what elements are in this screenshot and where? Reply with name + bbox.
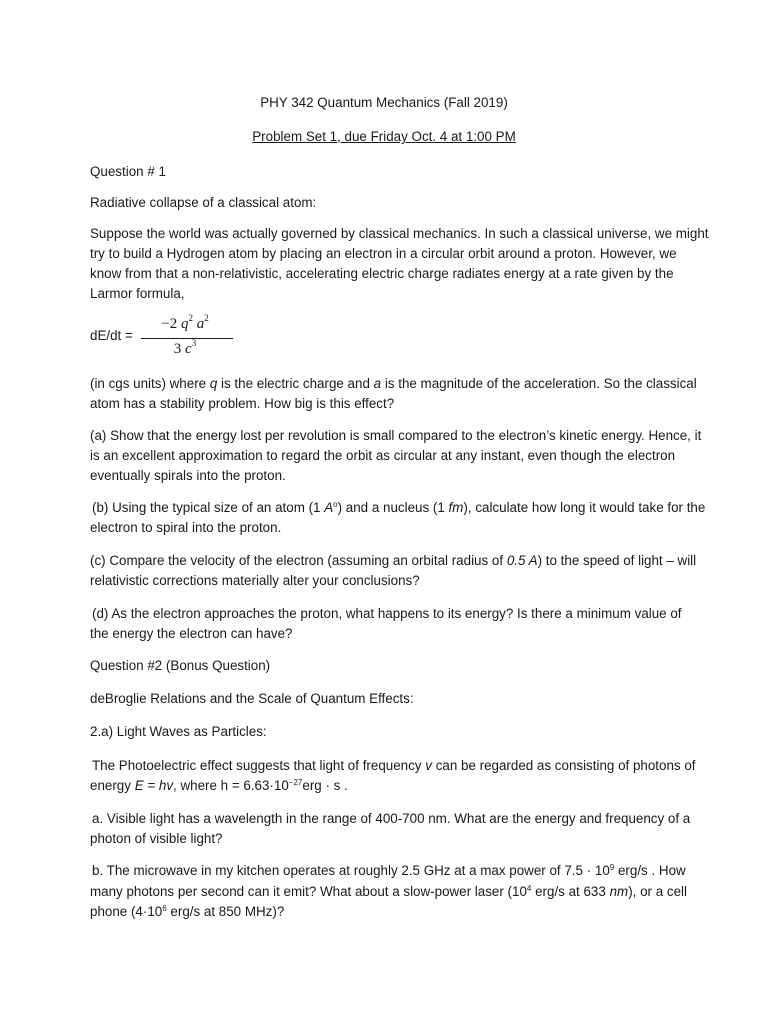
q1-title: Radiative collapse of a classical atom: (90, 195, 317, 210)
q1-part-c-line-2: relativistic corrections materially alter your conclusions? (90, 573, 420, 588)
formula-denominator: 3 $c^3$ (173, 338, 197, 357)
q2-part-b-line-3: phone ($4\cdot 10^6$ erg/s at 850 MHz)? (90, 904, 285, 919)
q2-part-a-line-1: a. Visible light has a wavelength in the range of 400-700 nm. What are the energy and frequency of a (92, 811, 691, 826)
q2-part-b-line-2: many photons per second can it emit? What about a slow-power laser ($10^4$ erg/s at 633 nm), or a cell (90, 884, 687, 899)
q1-part-d-line-2: the energy the electron can have? (90, 626, 293, 641)
q1-part-a-line-3: eventually spirals into the proton. (90, 468, 286, 483)
q1-part-a-line-2: is an excellent approximation to regard the orbit as circular at any instant, even though the electron (90, 448, 676, 463)
problem-set-text: Problem Set 1, due Friday Oct. 4 at 1:00 PM (252, 129, 516, 144)
q1-units-line-2: atom has a stability problem. How big is this effect? (90, 396, 395, 411)
q1-intro-line-4: Larmor formula, (90, 286, 185, 301)
problem-set-title (0, 127, 768, 147)
q2-part-a-line-2: photon of visible light? (90, 831, 223, 846)
q2-photo-line-2: energy E = hv, where $h = 6.63\cdot 10^{-27}erg \cdot s$ . (90, 778, 348, 793)
q1-intro-line-1: Suppose the world was actually governed by classical mechanics. In such a classical universe, we might (90, 226, 709, 241)
q1-part-a-line-1: (a) Show that the energy lost per revolution is small compared to the electron’s kinetic energy. Hence, it (90, 428, 702, 443)
formula-numerator: −2 $q^2$ $a^2$ (161, 313, 209, 332)
q1-heading: Question # 1 (90, 164, 166, 179)
q1-intro-line-2: try to build a Hydrogen atom by placing an electron in a circular orbit around a proton. However, we (90, 246, 677, 261)
q1-part-b-line-1: (b) Using the typical size of an atom (1 $A^o$) and a nucleus (1 fm), calculate how long it would take for the (92, 500, 706, 515)
q2-title: deBroglie Relations and the Scale of Quantum Effects: (90, 691, 414, 706)
q1-part-d-line-1: (d) As the electron approaches the proton, what happens to its energy? Is there a minimum value of (92, 606, 682, 621)
q1-units-line-1: (in cgs units) where q is the electric charge and a is the magnitude of the acceleration. So the classical (90, 376, 697, 391)
q2-heading: Question #2 (Bonus Question) (90, 658, 271, 673)
q2-photo-line-1: The Photoelectric effect suggests that light of frequency v can be regarded as consisting of photons of (92, 758, 696, 773)
fraction-bar (141, 338, 233, 339)
q1-intro-line-3: know from that a non-relativistic, accelerating electric charge radiates energy at a rate given by the (90, 266, 674, 281)
formula-lhs: dE/dt = (90, 328, 133, 343)
q2-subheading: 2.a) Light Waves as Particles: (90, 724, 267, 739)
course-title: PHY 342 Quantum Mechanics (Fall 2019) (260, 95, 508, 110)
q1-part-c-line-1: (c) Compare the velocity of the electron (assuming an orbital radius of 0.5 A) to the speed of light – will (90, 553, 697, 568)
q2-part-b-line-1: b. The microwave in my kitchen operates at roughly 2.5 GHz at a max power of $7.5 \cdot 10^9$ erg/s . How (92, 863, 686, 878)
q1-part-b-line-2: electron to spiral into the proton. (90, 520, 282, 535)
